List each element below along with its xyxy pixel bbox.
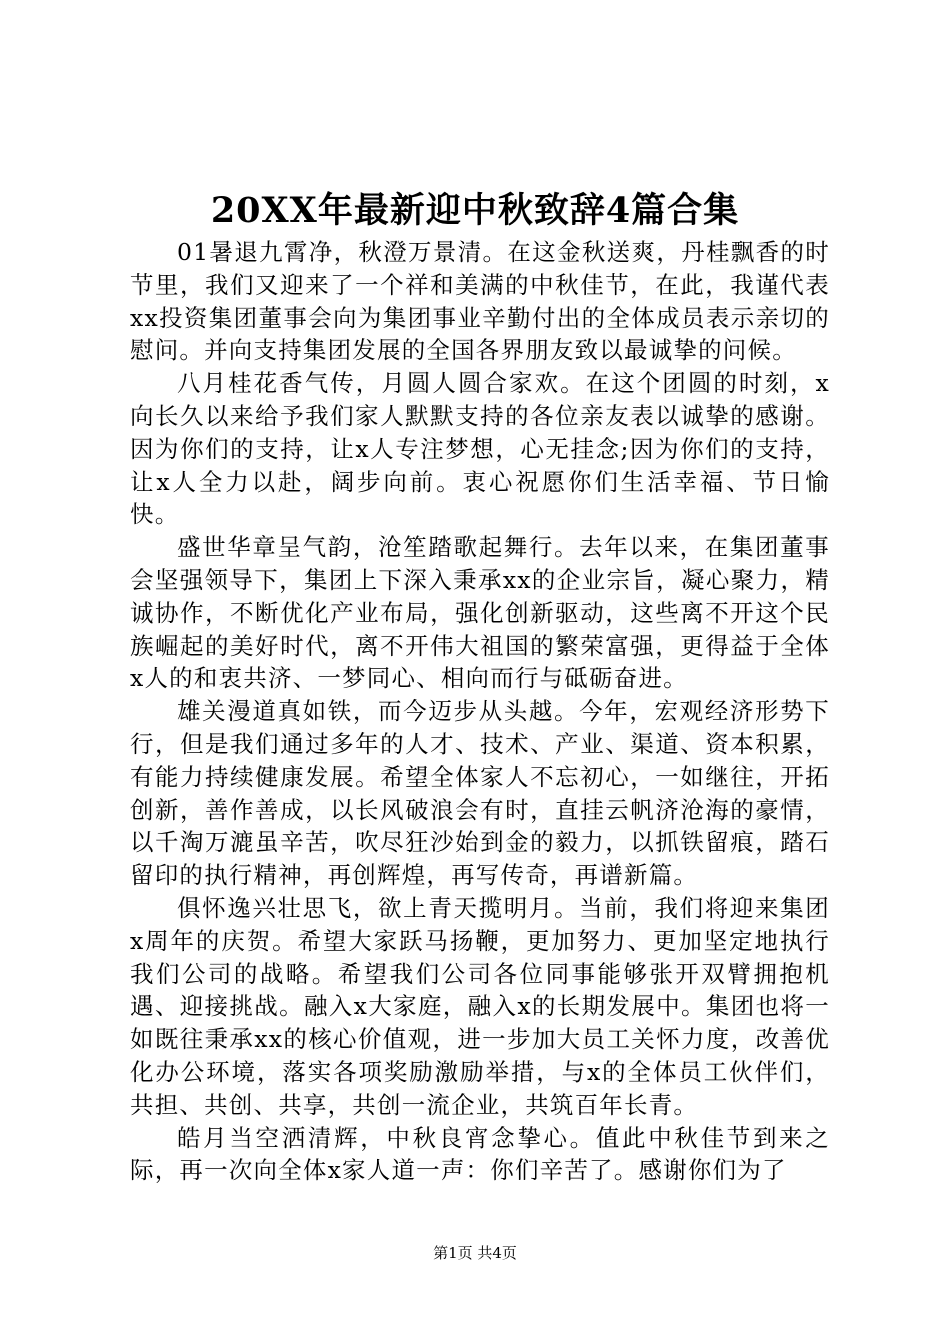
paragraph-5: 俱怀逸兴壮思飞，欲上青天揽明月。当前，我们将迎来集团x周年的庆贺。希望大家跃马扬鞭，更加努力、更加坚定地执行我们公司的战略。希望我们公司各位同事能够张开双臂拥抱机遇、迎接挑战。融入x大家庭，融入x的长期发展中。集团也将一如既往秉承xx的核心价值观，进一步加大员工关怀力度，改善优化办公环境，落实各项奖励激励举措，与x的全体员工伙伴们，共担、共创、共享，共创一流企业，共筑百年长青。 <box>130 893 830 1119</box>
document-body <box>130 236 830 1187</box>
page-footer: 第1页 共4页 <box>433 1244 517 1262</box>
document-title: 20XX年最新迎中秋致辞4篇合集 <box>210 190 740 231</box>
paragraph-3: 盛世华章呈气韵，沧笙踏歌起舞行。去年以来，在集团董事会坚强领导下，集团上下深入秉承xx的企业宗旨，凝心聚力，精诚协作，不断优化产业布局，强化创新驱动，这些离不开这个民族崛起的美好时代，离不开伟大祖国的繁荣富强，更得益于全体x人的和衷共济、一梦同心、相向而行与砥砺奋进。 <box>130 533 830 693</box>
paragraph-1: 01暑退九霄净，秋澄万景清。在这金秋送爽，丹桂飘香的时节里，我们又迎来了一个祥和美满的中秋佳节，在此，我谨代表xx投资集团董事会向为集团事业辛勤付出的全体成员表示亲切的慰问。并向支持集团发展的全国各界朋友致以最诚挚的问候。 <box>130 238 830 365</box>
paragraph-4: 雄关漫道真如铁，而今迈步从头越。今年，宏观经济形势下行，但是我们通过多年的人才、技术、产业、渠道、资本积累，有能力持续健康发展。希望全体家人不忘初心，一如继往，开拓创新，善作善成，以长风破浪会有时，直挂云帆济沧海的豪情，以千淘万漉虽辛苦，吹尽狂沙始到金的毅力，以抓铁留痕，踏石留印的执行精神，再创辉煌，再写传奇，再谱新篇。 <box>130 697 830 890</box>
paragraph-2: 八月桂花香气传，月圆人圆合家欢。在这个团圆的时刻，x向长久以来给予我们家人默默支持的各位亲友表以诚挚的感谢。因为你们的支持，让x人专注梦想，心无挂念;因为你们的支持，让x人全力以赴，阔步向前。衷心祝愿你们生活幸福、节日愉快。 <box>130 369 830 529</box>
paragraph-6: 皓月当空洒清辉，中秋良宵念挚心。值此中秋佳节到来之际，再一次向全体x家人道一声：你们辛苦了。感谢你们为了 <box>130 1123 830 1185</box>
